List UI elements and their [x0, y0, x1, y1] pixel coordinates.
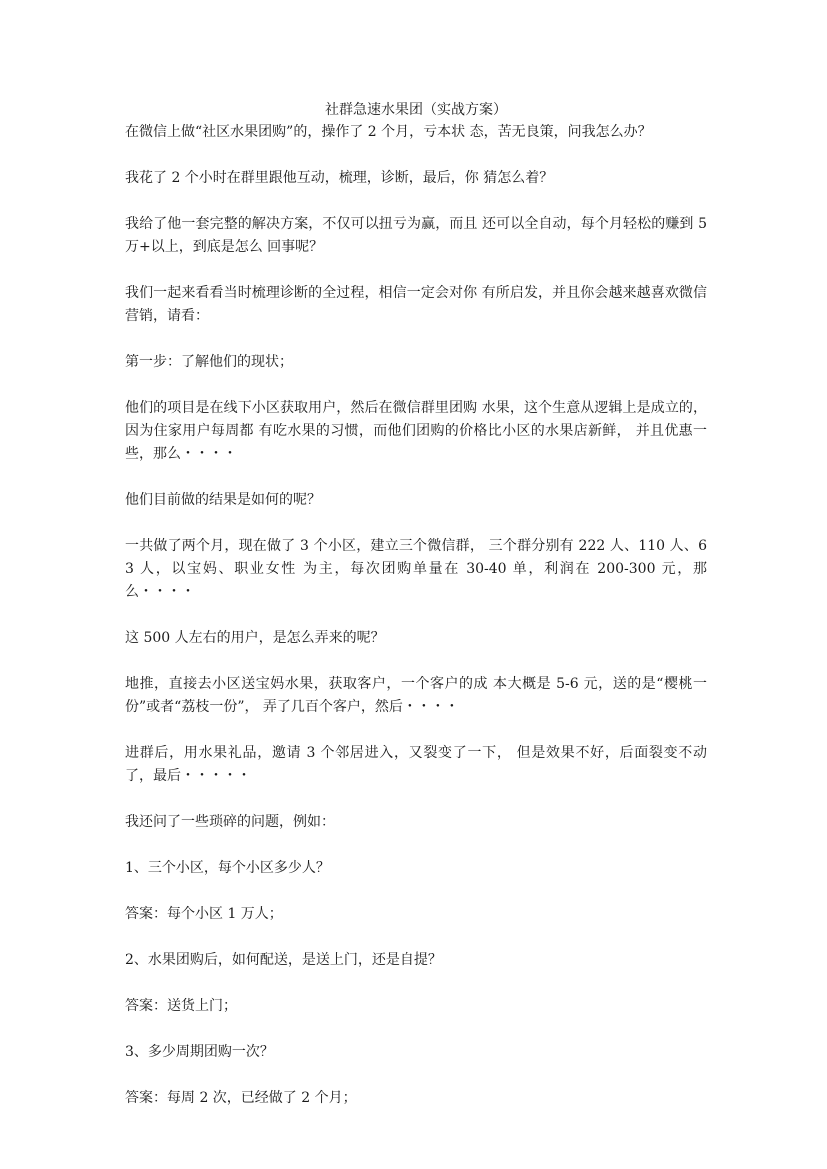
paragraph-referral: 进群后，用水果礼品，邀请 3 个邻居进入，又裂变了一下， 但是效果不好，后面裂变不动了，最后・・・・・ — [125, 745, 707, 784]
paragraph-solution: 我给了他一套完整的解决方案，不仅可以扭亏为赢，而且 还可以全自动，每个月轻松的赚到 5 万+以上，到底是怎么 回事呢？ — [125, 216, 707, 255]
paragraph-project-description: 他们的项目是在线下小区获取用户，然后在微信群里团购 水果，这个生意从逻辑上是成立的，因为住家用户每周都 有吃水果的习惯，而他们团购的价格比小区的水果店新鲜， 并且优惠一些，那么・・・・ — [125, 400, 707, 462]
paragraph-answer-2: 答案：送货上门； — [125, 998, 237, 1014]
paragraph-results: 一共做了两个月，现在做了 3 个小区，建立三个微信群， 三个群分别有 222 人、110 人、63 人，以宝妈、职业女性 为主，每次团购单量在 30-40 单，利润在 200-300 元，那么・・・・ — [125, 538, 707, 600]
paragraph-intro-question: 在微信上做“社区水果团购”的，操作了 2 个月，亏本状 态，苦无良策，问我怎么办？ — [125, 124, 652, 140]
paragraph-question-3: 3、多少周期团购一次？ — [125, 1044, 274, 1060]
paragraph-step-one: 第一步：了解他们的现状； — [125, 354, 293, 370]
paragraph-answer-1: 答案：每个小区 1 万人； — [125, 906, 283, 922]
paragraph-other-questions: 我还问了一些琐碎的问题，例如： — [125, 814, 335, 830]
paragraph-guess: 我花了 2 个小时在群里跟他互动，梳理，诊断，最后，你 猜怎么着？ — [125, 170, 554, 186]
paragraph-question-1: 1、三个小区，每个小区多少人？ — [125, 860, 330, 876]
paragraph-ground-promotion: 地推，直接去小区送宝妈水果，获取客户，一个客户的成 本大概是 5-6 元，送的是“樱桃一份”或者“荔枝一份”， 弄了几百个客户，然后・・・・ — [125, 676, 707, 715]
paragraph-answer-3: 答案：每周 2 次，已经做了 2 个月； — [125, 1090, 357, 1106]
paragraph-review-process: 我们一起来看看当时梳理诊断的全过程，相信一定会对你 有所启发，并且你会越来越喜欢微信营销，请看： — [125, 285, 707, 324]
document-title: 社群急速水果团（实战方案） — [325, 102, 507, 118]
paragraph-users-question: 这 500 人左右的用户，是怎么弄来的呢？ — [125, 630, 385, 646]
paragraph-question-2: 2、水果团购后，如何配送，是送上门，还是自提？ — [125, 952, 442, 968]
paragraph-results-question: 他们目前做的结果是如何的呢？ — [125, 492, 321, 508]
